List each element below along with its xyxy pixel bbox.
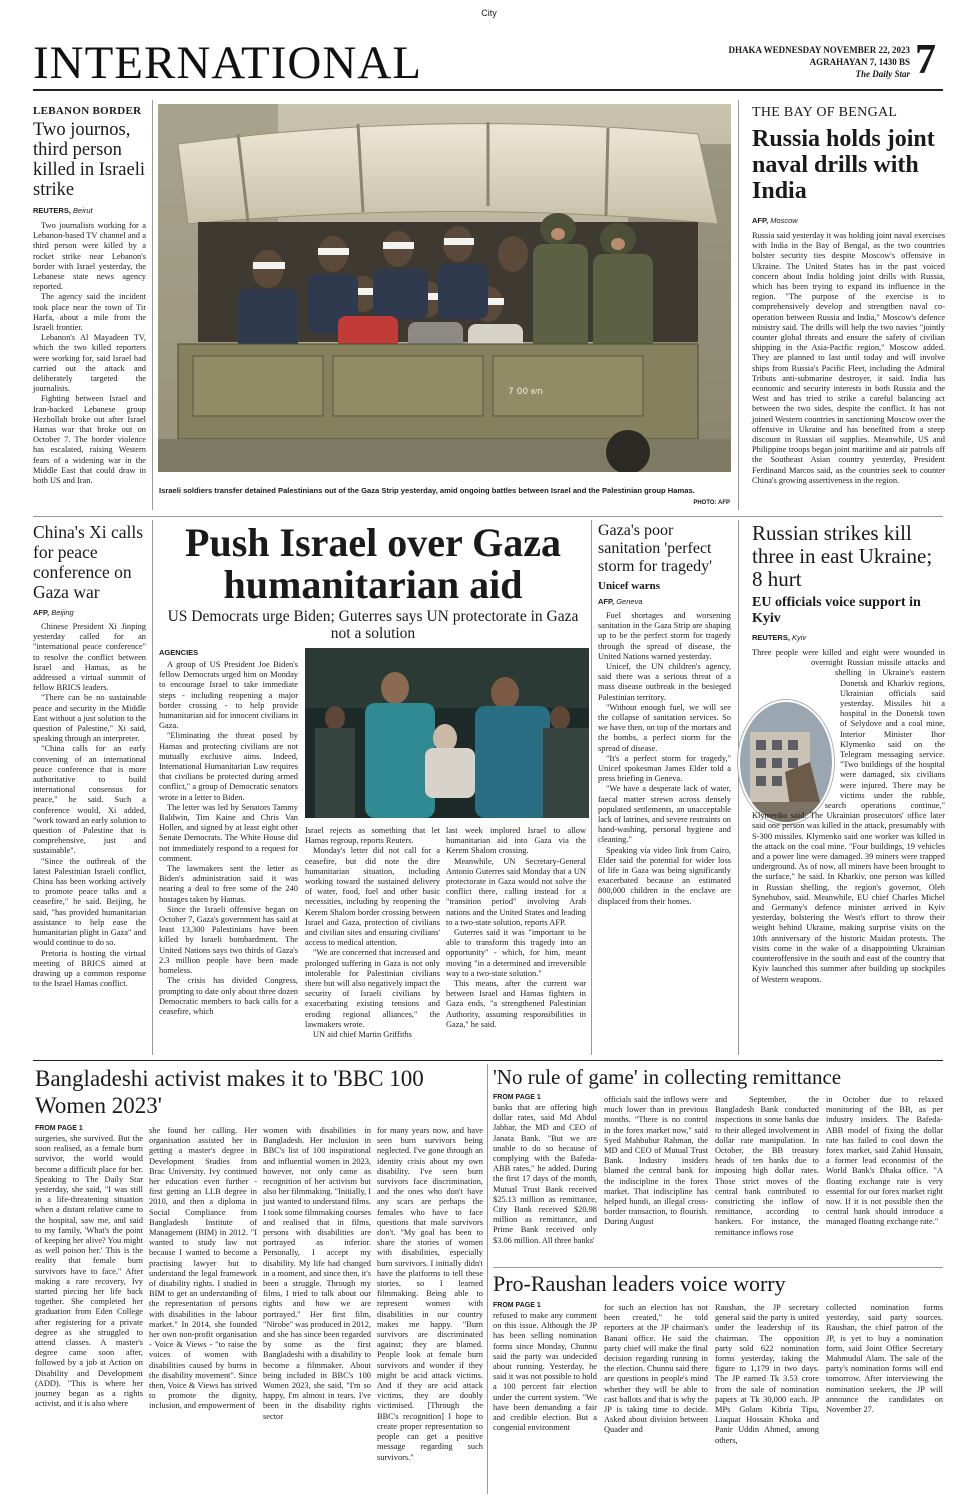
paragraph: officials said the inflows were much lower than in previous months. "There is no control in the forex market now," said Syed Mahbubur Rahman, the MD and CEO of Mutual Trust Bank. Industry insiders blamed the central bank for the indiscipline in the forex market. That indiscipline has helped hundi, an illegal cross-border transaction, to flourish. During August xyxy=(604,1095,708,1227)
gaza-byline xyxy=(159,648,198,657)
paragraph: "Eliminating the threat posed by Hamas and protecting civilians are not mutually exclusive aims. Indeed, International Humanitarian Law requires that civilians be protected during armed conflict," a group of Democratic senators wrote in a letter to Biden. xyxy=(159,731,298,802)
col-divider xyxy=(152,520,153,1055)
paragraph: Speaking via video link from Cairo, Elder said the potential for wider loss of life in Gaza was being significantly exacerbated because an estimated 800,000 children in the enclave are displaced from their homes. xyxy=(598,845,731,906)
paragraph: refused to make any comment on this issue. Although the JP has been selling nomination forms since Monday, Chunnu said the party was undecided about running. Yesterday, he said it was not possible to hold a 100 percent fair election under the current system. "We have been demanding a fair and credible election. But a congenial environment xyxy=(493,1311,597,1433)
paragraph: Pretoria is hosting the virtual meeting of BRICS aimed at drawing up a common response to the Israel Hamas conflict. xyxy=(33,948,146,989)
dateline: DHAKA WEDNESDAY NOVEMBER 22, 2023 xyxy=(728,45,910,55)
raushan-headline: Pro-Raushan leaders voice worry xyxy=(493,1271,786,1296)
paragraph: Fuel shortages and worsening sanitation in the Gaza Strip are shaping up to be the perfect storm for tragedy through the spread of disease, the United Nations warned yesterday. xyxy=(598,611,731,661)
paragraph: Three people were killed and eight were wounded in overnight Russian missile attacks and shelling in Ukraine's eastern Donetsk and Kharkiv regions, Ukrainian officials said yesterday. Missiles hit a hospital in the Donetsk town of Selydove and a coal mine, Interior Minister Ihor Klymenko said on the Telegram messaging service. "Two buildings of the hospital were damaged, six civilians were injured. There may be victims under the rubble, search operations continue," Klymenko said. The Ukrainian prosecutors' office later said one person was killed in the attack, presumably with S-300 missiles. Klymenko said one worker was killed in the attack on the coal mine. "Four buildings, 19 vehicles and a power line were damaged. 39 miners were trapped underground. As of now, all miners have been brought to the surface," he said. In Kharkiv, one person was killed in Russian shelling, the region's governor, Oleh Synehubov, said. Meanwhile, EU chief Charles Michel and Germany's defence minister arrived in Kyiv yesterday, bolstering the West's effort to throw their weight behind Ukraine, making surprise visits on the 10th anniversary of the historic Maidan protests. The visits come in the wake of a disappointing Ukrainian counteroffensive in the south and east of the country that Kyiv launched this summer after building up stockpiles of Western weapons. xyxy=(752,648,945,984)
paragraph: Meanwhile, UN Secretary-General Antonio Guterres said Monday that a UN protectorate in Gaza would not solve the conflict there, calling instead for a "transition period" involving Arab nations and the United States and leading to a two-state solution, reports AFP. xyxy=(446,856,586,927)
row-divider xyxy=(33,516,943,517)
lebanon-story xyxy=(33,105,146,486)
masthead-rule xyxy=(33,89,943,91)
gaza-col1 xyxy=(159,660,298,1017)
gaza-col2 xyxy=(305,826,440,1040)
paragraph: Guterres said it was "important to be able to transform this tragedy into an opportunity" - which, for him, meant moving "in a determined and irreversible way to a two-state solution." xyxy=(446,928,586,978)
gaza-col3 xyxy=(446,826,586,1030)
col-divider xyxy=(738,520,739,1055)
raushan-col4 xyxy=(826,1303,943,1415)
byline-agency: AGENCIES xyxy=(159,648,199,657)
ukraine-subhead: EU officials voice support in Kyiv xyxy=(752,595,921,626)
bay-kicker: THE BAY OF BENGAL xyxy=(752,105,898,120)
paragraph: last week implored Israel to allow humanitarian aid into Gaza via the Kerem Shalom crossing. xyxy=(446,826,586,856)
china-body xyxy=(33,622,146,989)
paragraph: Israel rejects as something that let Hamas regroup, reports Reuters. xyxy=(305,826,440,846)
paragraph: surgeries, she survived. But the soon realised, as a female burn survivor, the world would become a difficult place for her. Speaking to The Daily Star yesterday, she said, "I was still in a life-threatening situation when a distant relative came to the hospital, saw me, and said to my family, 'What's the point of keeping her alive? You might as well poison her.' This is the reality that female burn survivors have to face." After making a rare recovery, Ivy started piecing her life back together. She completed her graduation from Eden College after registering for a private degree as she struggled to attend classes. A master's degree came soon after, followed by a job at Action on Disability and Development (ADD). "This is where her journey began as a rights activist, and it is also where xyxy=(35,1134,143,1409)
byline-place: Moscow xyxy=(770,216,798,225)
byline-agency: AFP, xyxy=(752,216,769,225)
paragraph: and September, the Bangladesh Bank conducted inspections in some banks due to their alleged involvement in dollar rate manipulation. In October, the BB treasury heads of ten banks due to imposing high dollar rates. Those strict moves of the central bank contributed to constricting the inflow of remittance, according to bankers. For instance, the remittance inflows rose xyxy=(715,1095,819,1237)
raushan-col1 xyxy=(493,1311,597,1433)
paragraph: banks that are offering high dollar rates, said Md Abdul Jabbar, the MD and CEO of Janata Bank. "But we are unable to do so because of complying with the Bafeda-ABB rates," he added. During the first 17 days of the month, Mutual Trust Bank received $25.13 million as remittance, City Bank received $20.98 million as remittance, and Prime Bank received only $3.06 million. All three banks' xyxy=(493,1103,597,1245)
byline-place: Kyiv xyxy=(792,633,807,642)
activist-col1 xyxy=(35,1134,143,1409)
col-divider xyxy=(487,1064,488,1494)
paragraph: collected nomination forms yesterday, said party sources. Raushan, the chief patron of the JP, is yet to buy a nomination form, said Joint Office Secretary Mahmudul Alam. The sale of the party's nomination forms will end tomorrow. After interviewing the nomination seekers, the JP will announce the candidates on November 27. xyxy=(826,1303,943,1415)
remittance-from-page: FROM PAGE 1 xyxy=(493,1094,541,1101)
paper-logo: The Daily Star xyxy=(855,69,910,79)
paragraph: "We are concerned that increased and prolonged suffering in Gaza is not only intolerable for Palestinian civilians there but will also negatively impact the security of Israeli civilians by exacerbating existing tensions and eroding regional alliances," the lawmakers wrote. xyxy=(305,948,440,1029)
top-label: City xyxy=(481,8,497,18)
col-divider xyxy=(738,100,739,510)
paragraph: The letter was led by Senators Tammy Baldwin, Tim Kaine and Chris Van Hollen, and signed by at least eight other Senate Democrats. The White House did not immediately respond to a request for comment. xyxy=(159,802,298,863)
paragraph: Since the Israeli offensive began on October 7, Gaza's government has said at least 13,300 Palestinians have been killed by Israeli bombardment. The United Nations says two thirds of Gaza's 2.3 million people have been made homeless. xyxy=(159,904,298,976)
activist-col4 xyxy=(377,1126,483,1463)
paragraph: A group of US President Joe Biden's fellow Democrats urged him on Monday to encourage Israel to take immediate steps - including reopening a major border crossing - to help provide humanitarian aid for innocent civilians in Gaza. xyxy=(159,660,298,731)
col-divider xyxy=(152,100,153,510)
hospital-photo xyxy=(305,648,589,818)
paragraph: "China calls for an early convening of an international peace conference that is more authoritative to build international consensus for peace," he said. Such a conference would, Xi added, "work toward an early solution to question of Palestine that is comprehensive, just and sustainable". xyxy=(33,744,146,856)
activist-from-page: FROM PAGE 1 xyxy=(35,1125,83,1132)
paragraph: UN aid chief Martin Griffiths xyxy=(313,1030,412,1040)
ukraine-headline: Russian strikes kill three in east Ukraine; 8 hurt xyxy=(752,521,933,591)
lebanon-kicker: LEBANON BORDER xyxy=(33,105,142,117)
byline-agency: AFP, xyxy=(33,608,50,617)
truck-detainees-image xyxy=(158,104,731,472)
paragraph: "There can be no sustainable peace and security in the Middle East without a just solution to the question of Palestine," Xi said, speaking through an interpreter. xyxy=(33,693,146,744)
china-headline: China's Xi calls for peace conference on Gaza war xyxy=(33,522,144,602)
main-photo-caption: Israeli soldiers transfer detained Palestinians out of the Gaza Strip yesterday, amid ongoing battles between Israel and the Palestinian group Hamas. xyxy=(159,486,695,495)
paragraph: "Without enough fuel, we will see the collapse of sanitation services. So we have then, on top of the mortars and the bombs, a perfect storm for the spread of disease. xyxy=(598,702,731,753)
byline-agency: REUTERS, xyxy=(752,633,790,642)
lebanon-byline xyxy=(33,206,146,215)
activist-headline: Bangladeshi activist makes it to 'BBC 100 Women 2023' xyxy=(35,1066,424,1118)
col-divider xyxy=(591,520,592,1055)
byline-agency: AFP, xyxy=(598,597,615,606)
paragraph: Russia said yesterday it was holding joint naval exercises with India in the Bay of Bengal, as the two countries bolster security ties despite Moscow's offensive in Ukraine. The United States has in the past voiced concern about India holding joint drills with Russia, which has been trying to expand its influence in the region. "The purpose of the exercise is to comprehensively develop and strengthen naval co-operation between Russia and India," Moscow's defence ministry said. The drills will help the two navies "jointly counter global threats and ensure the safety of civilian shipping in the Asia-Pacific region," Moscow added. They are planned to last until today and will involve ships from Russia's Pacific Fleet, including the Admiral Tributs anti-submarine destroyer, it said. India has economic and security interests in both Russia and the West and has tried to strike a careful balancing act between the two sides, despite the conflict. It has not joined Western countries in sanctioning Moscow over the offensive in Ukraine and has benefited from a steep discount in Russian oil supplies. Meanwhile, US and Philippine troops began joint maritime and air patrols off the Southeast Asian country yesterday, President Ferdinand Marcos said, as the countries seek to counter China's growing assertiveness in the region. xyxy=(752,231,945,485)
paragraph: for such an election has not been created," he told reporters at the JP chairman's Banani office. He said the party chief will make the final decision regarding running in the election. Chunnu said there are questions in people's mind whether they will be able to cast ballots and that is why the JP is taking time to decide. Asked about division between Quader and xyxy=(604,1303,708,1435)
gaza-subhead: US Democrats urge Biden; Guterres says UN protectorate in Gaza not a solution xyxy=(167,608,579,642)
remittance-col1 xyxy=(493,1103,597,1246)
paragraph: This means, after the current war between Israel and Hamas fighters in Gaza ends, "a strengthened Palestinian Authority, assuming responsibilities in Gaza," he said. xyxy=(446,979,586,1029)
paragraph: in October due to relaxed monitoring of the BB, as per industry insiders. The Bafeda-ABB model of fixing the dollar rate has failed to cool down the forex market, said Zahid Hussain, a former lead economist of the World Bank's Dhaka office. "A floating exchange rate is very essential for our forex market right now. If it is not possible then the central bank should introduce a managed floating exchange rate." xyxy=(826,1095,943,1227)
hospital-image xyxy=(305,648,589,818)
paragraph: Chinese President Xi Jinping yesterday called for an "international peace conference" to resolve the conflict between Israel and Hamas, as he addressed a virtual summit of fellow BRICS leaders. xyxy=(33,622,146,693)
activist-col2 xyxy=(149,1126,257,1412)
paragraph: "We have a desperate lack of water, faecal matter strewn across densely populated settlements, an unacceptable lack of latrines, and severe restraints on hand-washing, personal hygiene and cleaning." xyxy=(598,784,731,845)
remittance-col4 xyxy=(826,1095,943,1228)
bay-body xyxy=(752,231,945,486)
row-divider xyxy=(33,1060,943,1061)
main-photo-credit: PHOTO: AFP xyxy=(693,500,730,506)
paragraph: for many years now, and have seen burn survivors being neglected. I've gone through an identity crisis about my own disability. I've seen burn survivors face discrimination, and the ones who don't have any scars are perhaps the females who have to face questions that male survivors don't. "My goal has been to share the stories of women with disabilities, especially burn survivors. I initially didn't have the platforms to tell these stories, so I learned filmmaking. Being able to represent women with disabilities in our country makes me happy. "Burn survivors are discriminated against; they are blamed. People look at female burn survivors and wonder if they might be acid attack victims. And if they are acid attack victims, they are doubly victimised. [Through the BBC's recognition] I hope to create proper representation so people can get a positive message regarding such survivors." xyxy=(377,1126,483,1462)
paragraph: "It's a perfect storm for tragedy," Unicef spokesman James Elder told a press briefing in Geneva. xyxy=(598,753,731,784)
paragraph: Fighting between Israel and Iran-backed Lebanese group Hezbollah broke out after Israel Hamas war that broke out on October 7. The border violence has escalated, raising Western fears of a widening war in the Middle East that could draw in both US and Iran. xyxy=(33,394,146,486)
paragraph: The lawmakers sent the letter as Biden's administration said it was nearing a deal to free some of the 240 hostages taken by Hamas. xyxy=(159,864,298,904)
sanitation-byline xyxy=(598,597,731,606)
ukraine-photo xyxy=(738,700,834,824)
paragraph: Lebanon's Al Mayadeen TV, which the two killed reporters were working for, said Israel had carried out the attack and deliberately targeted the journalists. xyxy=(33,333,146,394)
activist-col3 xyxy=(263,1126,371,1422)
gaza-headline: Push Israel over Gaza humanitarian aid xyxy=(185,520,561,607)
bay-byline xyxy=(752,216,945,225)
paragraph: Raushan, the JP secretary general said the party is united under the leadership of its chairman. The opposition party sold 622 nomination forms yesterday, taking the figure to 1,179 in two days. The JP earned Tk 3.53 crore from the sale of nomination papers at Tk 30,000 each. JP MPs Golam Kibria Tipu, Liaquat Hossain Khoka and Panir Uddin Ahmed, among others, xyxy=(715,1303,819,1445)
raushan-col3 xyxy=(715,1303,819,1446)
ukraine-byline xyxy=(752,633,945,642)
bangla-date: AGRAHAYAN 7, 1430 BS xyxy=(809,57,910,67)
sanitation-story xyxy=(598,522,731,907)
paragraph: The agency said the incident took place near the town of Tir Harfa, about a mile from the Israeli frontier. xyxy=(33,292,146,333)
section-title: INTERNATIONAL xyxy=(33,37,422,89)
byline-place: Beijing xyxy=(51,608,74,617)
truck-plate: 7 חש 00 xyxy=(508,387,544,397)
raushan-col2 xyxy=(604,1303,708,1436)
sanitation-headline: Gaza's poor sanitation 'perfect storm for tragedy' xyxy=(598,522,712,575)
paragraph: Unicef, the UN children's agency, said there was a serious threat of a mass disease outbreak in the besieged Palestinian territory. xyxy=(598,662,731,702)
paragraph: women with disabilities in Bangladesh. Her inclusion in BBC's list of 100 inspirational and influential women in 2023, however, not only came as recognition of her activism but also her filmmaking. "Initially, I just wanted to understand films. I took some filmmaking courses and realised that in films, persons with disabilities are portrayed as inferior. Personally, I accept my disability. My life had changed in a moment, and since then, it's been a struggle. Through my films, I tried to talk about our rights and how we are portrayed." Her first film, "Nirobe" was produced in 2012, and she has since been regarded by some as the first Bangladeshi with a disability to become a filmmaker. About being included in BBC's 100 Women 2023, she said, "I'm so happy, I'm almost in tears. I've been in the disability rights sector xyxy=(263,1126,372,1421)
byline-place: Beirut xyxy=(73,206,93,215)
china-byline xyxy=(33,608,146,617)
bay-headline: Russia holds joint naval drills with India xyxy=(752,126,935,204)
paragraph: "Since the outbreak of the latest Palestinian Israeli conflict, China has been working actively to promote peace talks and a ceasefire," he said. Beijing, he said, "has provided humanitarian assistance to help ease the humanitarian plight in Gaza" and would continue to do so. xyxy=(33,856,146,948)
ukraine-story xyxy=(752,522,945,985)
paragraph: Two journalists working for a Lebanon-based TV channel and a third person were killed by a rocket strike near Lebanon's border with Israel yesterday, the Lebanese state news agency reported. xyxy=(33,221,146,292)
raushan-from-page: FROM PAGE 1 xyxy=(493,1302,541,1309)
bay-story xyxy=(752,105,945,486)
byline-place: Geneva xyxy=(616,597,643,606)
main-photo xyxy=(158,104,731,472)
ukraine-body xyxy=(752,648,945,985)
remittance-col3 xyxy=(715,1095,819,1238)
remittance-headline: 'No rule of game' in collecting remittance xyxy=(493,1065,842,1089)
sanitation-body xyxy=(598,611,731,907)
lebanon-body xyxy=(33,221,146,486)
byline-agency: REUTERS, xyxy=(33,206,71,215)
china-story xyxy=(33,522,146,989)
paragraph: Monday's letter did not call for a ceasefire, but did note the dire humanitarian situation, including working toward the sustained delivery of water, food, fuel and other basic necessities, including by reopening the Kerem Shalom border crossing between Israel and Gaza, protection of civilians and civilian sites and ensuring civilians' access to medical attention. xyxy=(305,846,440,948)
paragraph: The crisis has divided Congress, prompting to date only about three dozen Democratic members to back calls for a ceasefire, which xyxy=(159,976,298,1016)
lebanon-headline: Two journos, third person killed in Israeli strike xyxy=(33,120,145,200)
remittance-col2 xyxy=(604,1095,708,1228)
row-divider xyxy=(493,1267,943,1268)
paragraph: she found her calling. Her organisation assisted her in getting a master's degree in Development Studies from Brac University. Ivy continued her education even further - first getting an LLB degree in 2010, and then a diploma in Social Compliance from Bangladesh Institute of Management (BIM) in 2012. "I wanted to study law not because I wanted to become a practising lawyer but to understand the legal framework of disability rights. I studied in BIM to get an understanding of the representation of persons with disabilities in the labour market." In 2014, she founded her own non-profit organisation - Voice & Views - "to raise the voices of women with disabilities caused by burns in the disability movement". Since then, Voice & Views has strived to promote the dignity, inclusion, and empowerment of xyxy=(149,1126,257,1411)
page-number: 7 xyxy=(915,37,936,83)
sanitation-kicker: Unicef warns xyxy=(598,580,661,592)
damaged-building-image xyxy=(740,702,832,822)
